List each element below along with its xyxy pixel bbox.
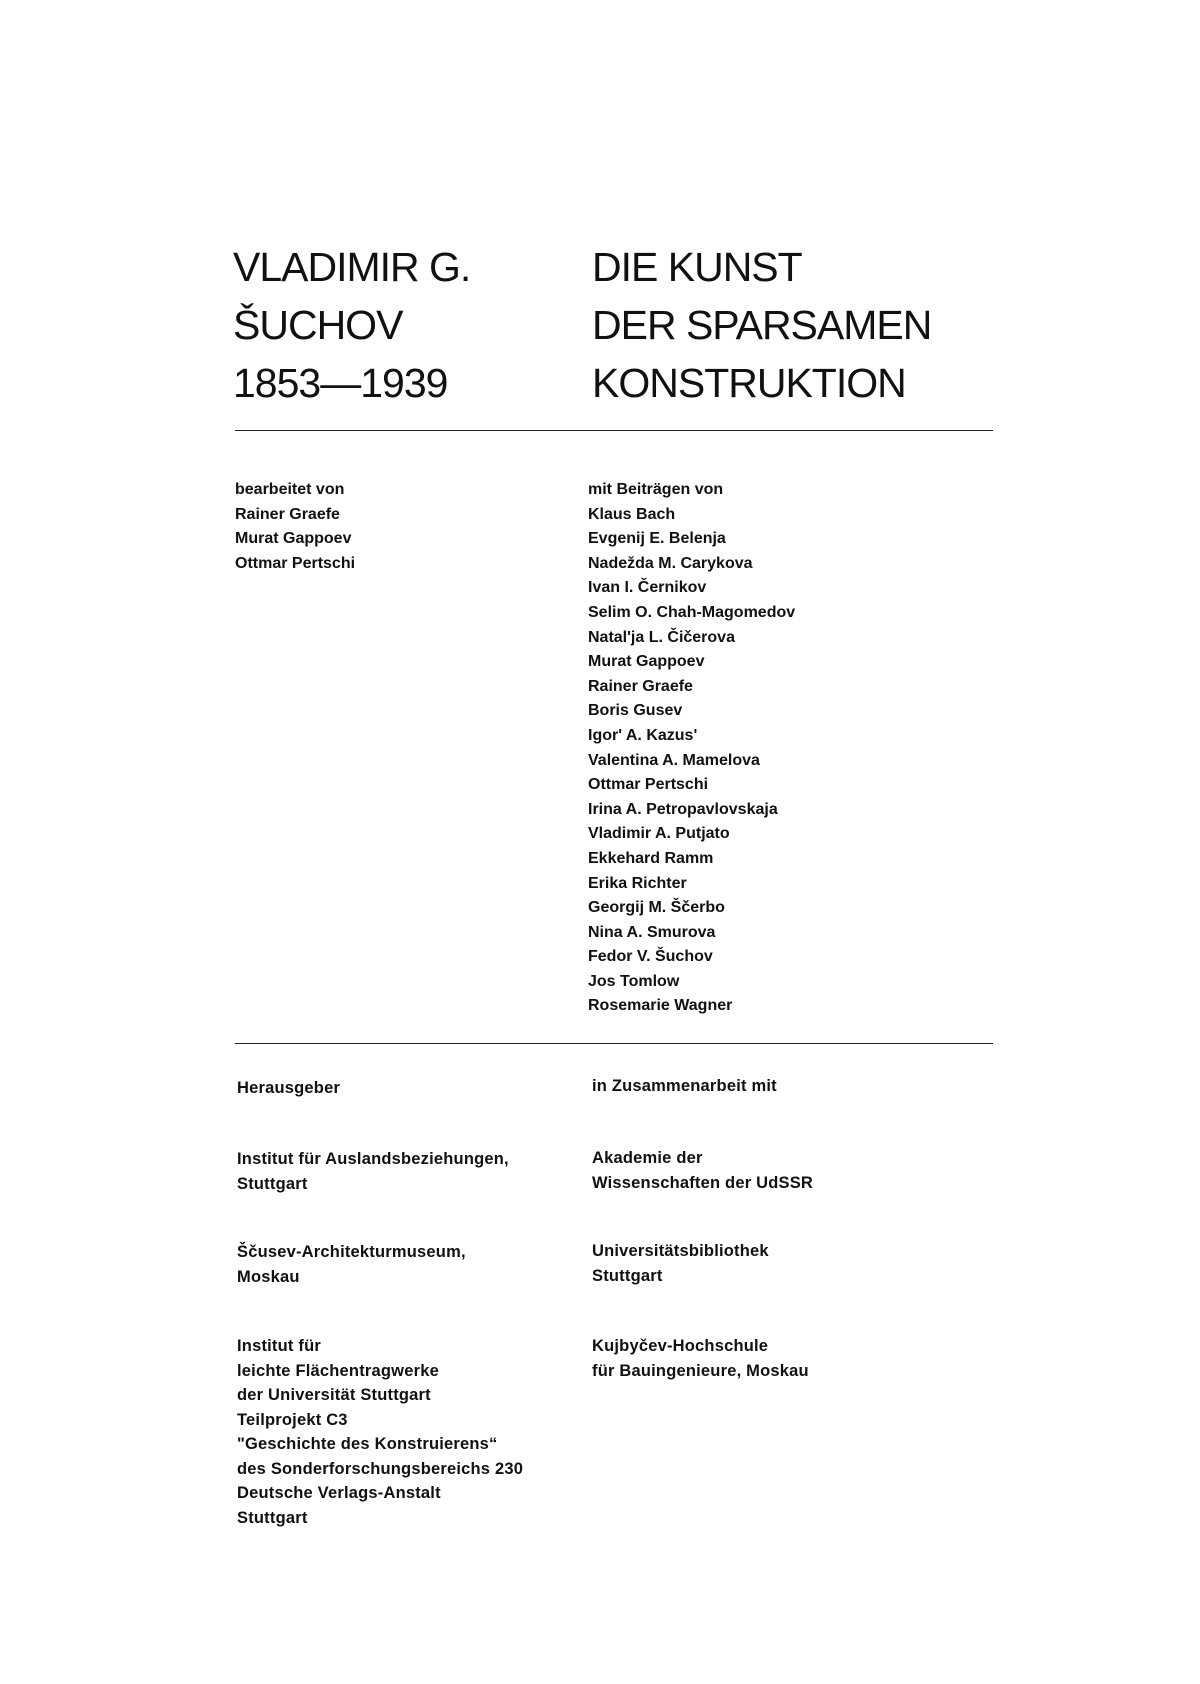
editors-block xyxy=(235,478,355,576)
collaborator-block-1 xyxy=(592,1146,813,1195)
publisher-block-1 xyxy=(237,1147,509,1196)
publisher-line: Deutsche Verlags-Anstalt xyxy=(237,1484,441,1502)
contributor-name: Boris Gusev xyxy=(588,702,683,720)
editor-name: Murat Gappoev xyxy=(235,530,352,548)
publisher-block-3 xyxy=(237,1334,523,1530)
collaborator-line: Stuttgart xyxy=(592,1266,663,1285)
contributors-block xyxy=(588,478,795,1019)
editors-heading: bearbeitet von xyxy=(235,481,345,498)
top-divider xyxy=(235,430,993,431)
contributor-name: Vladimir A. Putjato xyxy=(588,825,730,843)
author-name-line1: VLADIMIR G. xyxy=(233,244,471,290)
publisher-line: "Geschichte des Konstruierens“ xyxy=(237,1435,498,1453)
author-dates: 1853—1939 xyxy=(233,360,448,406)
contributor-name: Nadežda M. Carykova xyxy=(588,554,753,572)
publisher-line: Stuttgart xyxy=(237,1508,308,1527)
publisher-line: Institut für Auslandsbeziehungen, xyxy=(237,1150,509,1168)
contributor-name: Klaus Bach xyxy=(588,505,676,523)
contributor-name: Murat Gappoev xyxy=(588,653,705,671)
publisher-heading: Herausgeber xyxy=(237,1079,341,1097)
contributor-name: Irina A. Petropavlovskaja xyxy=(588,800,778,818)
book-title-line2: DER SPARSAMEN xyxy=(592,302,932,348)
publisher-line: leichte Flächentragwerke xyxy=(237,1361,439,1380)
contributor-name: Rainer Graefe xyxy=(588,677,693,695)
middle-divider xyxy=(235,1043,993,1044)
editor-name: Ottmar Pertschi xyxy=(235,554,356,572)
contributors-heading: mit Beiträgen von xyxy=(588,481,724,498)
collaborator-line: für Bauingenieure, Moskau xyxy=(592,1361,809,1380)
collaborator-line: Kujbyčev-Hochschule xyxy=(592,1337,769,1355)
publisher-line: Stuttgart xyxy=(237,1174,308,1193)
contributor-name: Fedor V. Šuchov xyxy=(588,948,713,966)
book-title-line3: KONSTRUKTION xyxy=(592,360,906,406)
contributor-name: Igor' A. Kazus' xyxy=(588,726,698,744)
collaborator-block-3 xyxy=(592,1334,809,1383)
author-name-line2: ŠUCHOV xyxy=(233,302,403,348)
contributor-name: Nina A. Smurova xyxy=(588,923,716,941)
contributor-name: Evgenij E. Belenja xyxy=(588,530,726,548)
contributor-name: Georgij M. Ščerbo xyxy=(588,899,725,917)
contributor-name: Selim O. Chah-Magomedov xyxy=(588,603,796,621)
book-title-line1: DIE KUNST xyxy=(592,244,802,290)
collaborator-line: Universitätsbibliothek xyxy=(592,1242,769,1260)
contributor-name: Rosemarie Wagner xyxy=(588,997,733,1015)
book-title-block xyxy=(592,238,931,412)
publisher-line: Teilprojekt C3 xyxy=(237,1410,348,1429)
publisher-block-2 xyxy=(237,1240,466,1289)
editor-name: Rainer Graefe xyxy=(235,505,340,523)
contributor-name: Ottmar Pertschi xyxy=(588,776,709,794)
collaborator-line: Akademie der xyxy=(592,1149,703,1167)
contributor-name: Natal'ja L. Čičerova xyxy=(588,628,735,646)
publisher-line: Moskau xyxy=(237,1267,300,1286)
publisher-line: des Sonderforschungsbereichs 230 xyxy=(237,1459,524,1478)
collaboration-heading: in Zusammenarbeit mit xyxy=(592,1077,777,1095)
contributor-name: Ivan I. Černikov xyxy=(588,579,707,597)
publisher-line: Institut für xyxy=(237,1337,321,1355)
contributor-name: Jos Tomlow xyxy=(588,972,680,990)
contributor-name: Ekkehard Ramm xyxy=(588,849,714,867)
contributor-name: Erika Richter xyxy=(588,874,687,892)
collaborator-block-2 xyxy=(592,1239,769,1288)
author-title-block xyxy=(233,238,470,412)
publisher-line: der Universität Stuttgart xyxy=(237,1386,431,1404)
publisher-line: Ščusev-Architekturmuseum, xyxy=(237,1243,466,1261)
collaborator-line: Wissenschaften der UdSSR xyxy=(592,1173,814,1192)
contributor-name: Valentina A. Mamelova xyxy=(588,751,760,769)
